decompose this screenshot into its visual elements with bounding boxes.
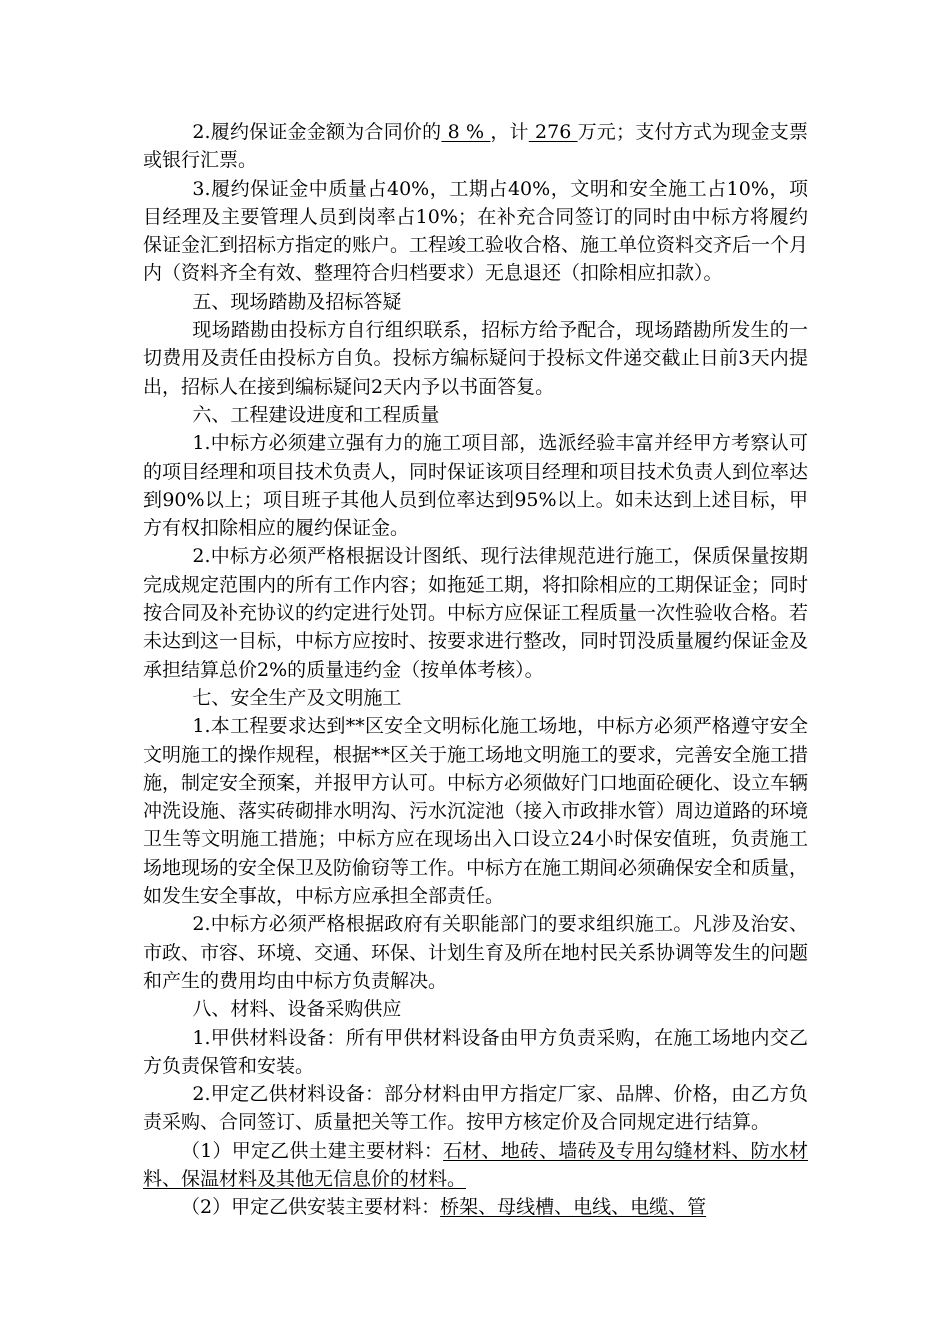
section-heading-materials: 八、材料、设备采购供应 bbox=[192, 998, 402, 1021]
clause-text: ，计 bbox=[490, 121, 529, 143]
clause-text: （2）甲定乙供安装主要材料： bbox=[181, 1196, 441, 1219]
clause-project-department: 1.中标方必须建立强有力的施工项目部，选派经验丰富并经甲方考察认可的项目经理和项目技术负责人，同时保证该项目经理和项目技术负责人到位率达到90%以上；项目班子其他人员到位率达到95%以上。如未达到上述目标，甲方有权扣除相应的履约保证金。 bbox=[143, 432, 809, 540]
clause-performance-bond-amount bbox=[143, 118, 808, 175]
civil-materials-list: 石材、地砖、墙砖及专用勾缝材料、防水材料、保温材料及其他无信息价的材料。 bbox=[143, 1139, 808, 1190]
clause-text: （1）甲定乙供土建主要材料： bbox=[181, 1139, 444, 1162]
bond-amount-value: 276 bbox=[528, 121, 578, 143]
clause-government-requirements: 2.中标方必须严格根据政府有关职能部门的要求组织施工。凡涉及治安、市政、市容、环境、交通、环保、计划生育及所在地村民关系协调等发生的问题和产生的费用均由中标方负责解决。 bbox=[143, 913, 809, 992]
clause-safety-standard: 1.本工程要求达到**区安全文明标化施工场地，中标方必须严格遵守安全文明施工的操作规程，根据**区关于施工场地文明施工的要求，完善安全施工措施，制定安全预案，并报甲方认可。中标方必须做好门口地面砼硬化、设立车辆冲洗设施、落实砖砌排水明沟、污水沉淀池（接入市政排水管）周边道路的环境卫生等文明施工措施；中标方应在现场出入口设立24小时保安值班，负责施工场地现场的安全保卫及防偷窃等工作。中标方在施工期间必须确保安全和质量，如发生安全事故，中标方应承担全部责任。 bbox=[143, 715, 809, 908]
clause-performance-bond-composition: 3.履约保证金中质量占40%，工期占40%，文明和安全施工占10%，项目经理及主要管理人员到岗率占10%；在补充合同签订的同时由中标方将履约保证金汇到招标方指定的账户。工程竣工验收合格、施工单位资料交齐后一个月内（资料齐全有效、整理符合归档要求）无息退还（扣除相应扣款）。 bbox=[143, 177, 809, 285]
installation-materials-list: 桥架、母线槽、电线、电缆、管 bbox=[440, 1196, 707, 1219]
section-heading-schedule-quality: 六、工程建设进度和工程质量 bbox=[192, 403, 440, 426]
clause-owner-specified-materials: 2.甲定乙供材料设备：部分材料由甲方指定厂家、品牌、价格，由乙方负责采购、合同签订、质量把关等工作。按甲方核定价及合同规定进行结算。 bbox=[143, 1083, 808, 1134]
clause-site-visit: 现场踏勘由投标方自行组织联系，招标方给予配合，现场踏勘所发生的一切费用及责任由投标方自负。投标方编标疑问于投标文件递交截止日前3天内提出，招标人在接到编标疑问2天内予以书面答复。 bbox=[143, 319, 808, 398]
section-heading-site-visit: 五、现场踏勘及招标答疑 bbox=[192, 290, 402, 313]
clause-construction-quality: 2.中标方必须严格根据设计图纸、现行法律规范进行施工，保质保量按期完成规定范围内的所有工作内容；如拖延工期，将扣除相应的工期保证金；同时按合同及补充协议的约定进行处罚。中标方应保证工程质量一次性验收合格。若未达到这一目标，中标方应按时、按要求进行整改，同时罚没质量履约保证金及承担结算总价2%的质量违约金（按单体考核）。 bbox=[143, 545, 809, 681]
clause-civil-materials bbox=[143, 1137, 808, 1194]
clause-text: 2.履约保证金金额为合同价的 bbox=[192, 121, 442, 143]
clause-installation-materials bbox=[143, 1193, 808, 1221]
bond-percent-value: 8 % bbox=[441, 121, 491, 143]
clause-owner-supplied-materials: 1.甲供材料设备：所有甲供材料设备由甲方负责采购，在施工场地内交乙方负责保管和安装。 bbox=[143, 1026, 808, 1077]
clause-text: 万元；支付方式为现金支票或银行汇票。 bbox=[143, 121, 808, 172]
document-page bbox=[143, 118, 808, 1222]
section-heading-safety: 七、安全生产及文明施工 bbox=[192, 686, 402, 709]
